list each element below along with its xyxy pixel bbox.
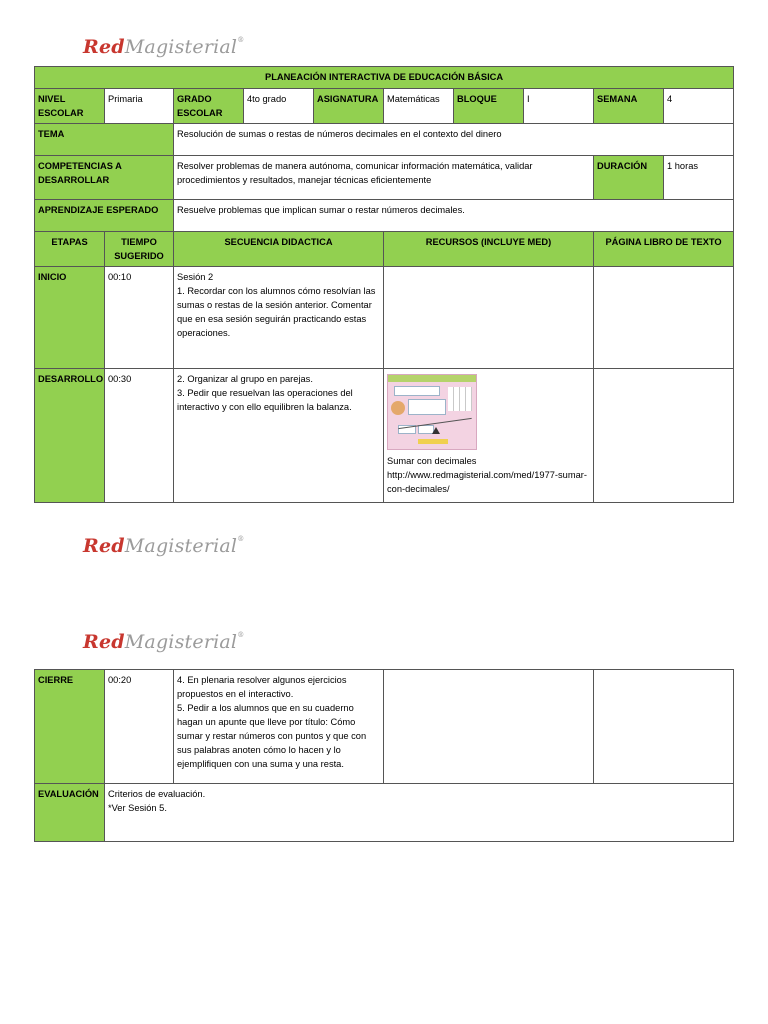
competencias-value: Resolver problemas de manera autónoma, comunicar información matemática, validar procedimientos y resultados, manejar técnicas eficientemente	[174, 156, 594, 200]
competencias-label: COMPETENCIAS A DESARROLLAR	[35, 156, 174, 200]
brand-logo-footer: RedMagisterial®	[83, 535, 245, 557]
grado-value: 4to grado	[244, 89, 314, 124]
desarrollo-label: DESARROLLO	[35, 369, 105, 503]
duracion-label: DURACIÓN	[594, 156, 664, 200]
semana-value: 4	[664, 89, 734, 124]
cierre-line-1: 4. En plenaria resolver algunos ejercicios propuestos en el interactivo.	[177, 675, 347, 699]
planning-table-page-2	[34, 669, 734, 842]
tema-value: Resolución de sumas o restas de números decimales en el contexto del dinero	[174, 124, 734, 156]
inicio-sequence	[174, 267, 384, 369]
inicio-label: INICIO	[35, 267, 105, 369]
desarrollo-resources	[384, 369, 594, 503]
nivel-label: NIVEL ESCOLAR	[35, 89, 105, 124]
cierre-resources	[384, 670, 594, 784]
brand-logo: RedMagisterial®	[83, 36, 245, 58]
desarrollo-line-1: 2. Organizar al grupo en parejas.	[177, 374, 313, 384]
desarrollo-sequence	[174, 369, 384, 503]
desarrollo-time: 00:30	[105, 369, 174, 503]
brand-logo-page-2: RedMagisterial®	[83, 631, 245, 653]
balance-icon	[432, 427, 440, 434]
inicio-page	[594, 267, 734, 369]
evaluacion-line-2: *Ver Sesión 5.	[108, 803, 167, 813]
tema-label: TEMA	[35, 124, 174, 156]
cierre-label: CIERRE	[35, 670, 105, 784]
bloque-label: BLOQUE	[454, 89, 524, 124]
nivel-value: Primaria	[105, 89, 174, 124]
col-secuencia: SECUENCIA DIDACTICA	[174, 232, 384, 267]
desarrollo-page	[594, 369, 734, 503]
cierre-time: 00:20	[105, 670, 174, 784]
inicio-text: 1. Recordar con los alumnos cómo resolvían las sumas o restas de la sesión anterior. Comentar que en esa sesión seguirán practicando estas operaciones.	[177, 286, 376, 338]
evaluacion-content	[105, 784, 734, 842]
evaluacion-line-1: Criterios de evaluación.	[108, 789, 206, 799]
aprendizaje-label: APRENDIZAJE ESPERADO	[35, 200, 174, 232]
col-etapas: ETAPAS	[35, 232, 105, 267]
col-tiempo: TIEMPO SUGERIDO	[105, 232, 174, 267]
asignatura-value: Matemáticas	[384, 89, 454, 124]
resource-title: Sumar con decimales	[387, 456, 477, 466]
resource-thumbnail[interactable]	[387, 374, 477, 450]
cierre-page	[594, 670, 734, 784]
evaluacion-label: EVALUACIÓN	[35, 784, 105, 842]
table-title: PLANEACIÓN INTERACTIVA DE EDUCACIÓN BÁSICA	[35, 67, 734, 89]
desarrollo-line-2: 3. Pedir que resuelvan las operaciones del interactivo y con ello equilibren la balanza.	[177, 388, 353, 412]
inicio-session: Sesión 2	[177, 272, 214, 282]
col-recursos: RECURSOS (INCLUYE MED)	[384, 232, 594, 267]
bloque-value: I	[524, 89, 594, 124]
semana-label: SEMANA	[594, 89, 664, 124]
asignatura-label: ASIGNATURA	[314, 89, 384, 124]
resource-link[interactable]: http://www.redmagisterial.com/med/1977-sumar-con-decimales/	[387, 470, 587, 494]
inicio-resources	[384, 267, 594, 369]
grado-label: GRADO ESCOLAR	[174, 89, 244, 124]
aprendizaje-value: Resuelve problemas que implican sumar o restar números decimales.	[174, 200, 734, 232]
character-icon	[391, 401, 405, 415]
cierre-line-2: 5. Pedir a los alumnos que en su cuaderno hagan un apunte que lleve por título: Cómo sumar y restar números con puntos y que con sus palabras anoten cómo lo hacen y lo ejemplifiquen con una suma y una resta.	[177, 703, 367, 769]
planning-table-page-1	[34, 66, 734, 503]
cierre-sequence	[174, 670, 384, 784]
duracion-value: 1 horas	[664, 156, 734, 200]
col-pagina: PÁGINA LIBRO DE TEXTO	[594, 232, 734, 267]
inicio-time: 00:10	[105, 267, 174, 369]
